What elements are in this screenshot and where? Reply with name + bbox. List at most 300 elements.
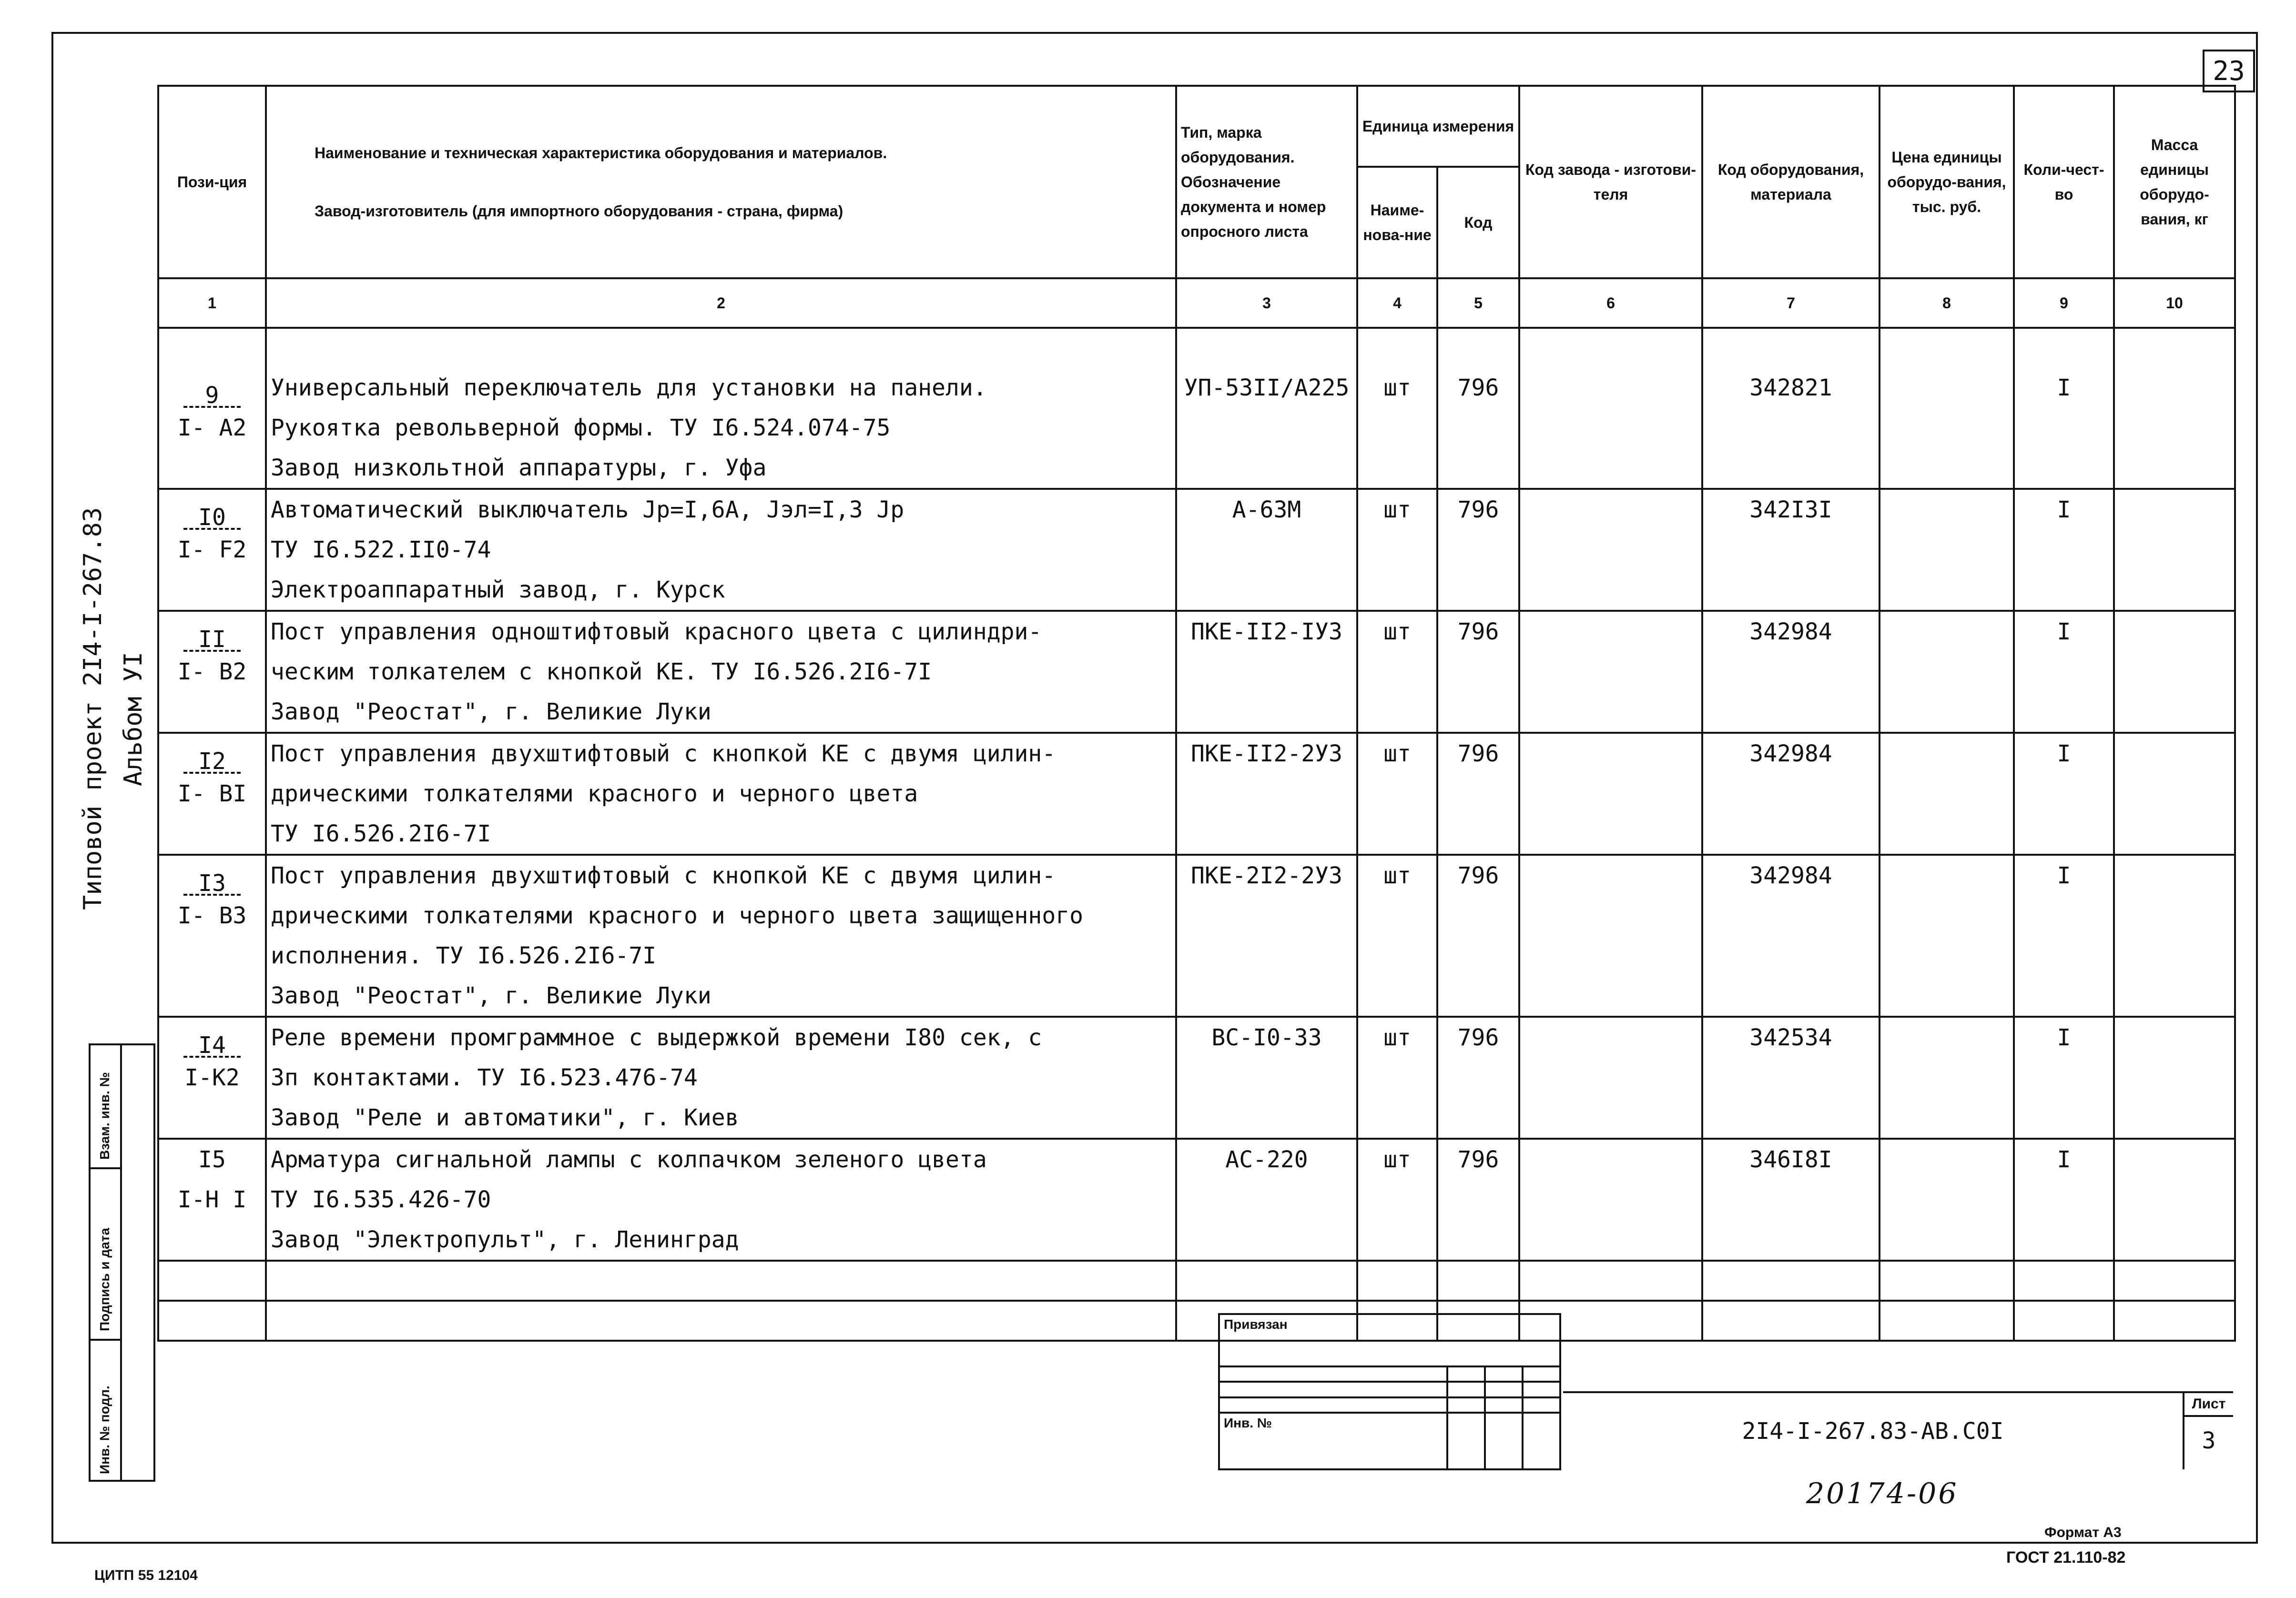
table-row	[158, 976, 2235, 1017]
unit-code	[1437, 692, 1519, 733]
position-label: I5	[198, 1146, 226, 1173]
factory-code	[1519, 408, 1702, 448]
mass	[2114, 1139, 2235, 1180]
item-type: ПКЕ-II2-IУ3	[1176, 611, 1357, 652]
item-name: Арматура сигнальной лампы с колпачком зеленого цвета	[266, 1139, 1176, 1180]
col-number: 3	[1176, 278, 1357, 328]
item-name	[266, 1301, 1176, 1341]
table-row	[158, 1139, 2235, 1180]
item-type	[1176, 1098, 1357, 1139]
item-name: ческим толкателем с кнопкой КЕ. ТУ I6.526.2I6-7I	[266, 652, 1176, 692]
price	[1879, 692, 2014, 733]
format-label: Формат А3	[2044, 1525, 2122, 1540]
quantity: I	[2014, 1017, 2114, 1058]
quantity: I	[2014, 733, 2114, 774]
factory-code	[1519, 530, 1702, 570]
factory-code	[1519, 936, 1702, 976]
price	[1879, 489, 2014, 530]
quantity: I	[2014, 368, 2114, 408]
item-name: Электроаппаратный завод, г. Курск	[266, 570, 1176, 611]
material-code	[1702, 1301, 1879, 1341]
header-name	[266, 86, 1176, 278]
unit-code	[1437, 936, 1519, 976]
position-cell	[158, 530, 266, 570]
price	[1879, 448, 2014, 489]
material-code	[1702, 692, 1879, 733]
price	[1879, 1220, 2014, 1261]
quantity	[2014, 1220, 2114, 1261]
position-label: I- F2	[177, 536, 247, 563]
unit-code	[1437, 814, 1519, 855]
document-id: 2I4-I-267.83-АВ.С0I	[1563, 1391, 2183, 1469]
item-name	[266, 1261, 1176, 1301]
unit-code	[1437, 530, 1519, 570]
side-approval-box	[89, 1043, 155, 1482]
position-cell	[158, 1301, 266, 1341]
material-code	[1702, 896, 1879, 936]
price	[1879, 1261, 2014, 1301]
position-cell	[158, 368, 266, 408]
quantity	[2014, 692, 2114, 733]
item-type: УП-53II/А225	[1176, 368, 1357, 408]
unit-code	[1437, 774, 1519, 814]
unit-name: шт	[1357, 733, 1437, 774]
unit-name	[1357, 1261, 1437, 1301]
position-cell	[158, 1180, 266, 1220]
material-code: 342984	[1702, 855, 1879, 896]
position-number: I0	[183, 507, 241, 530]
col-number: 4	[1357, 278, 1437, 328]
item-type: ВС-I0-33	[1176, 1017, 1357, 1058]
factory-code	[1519, 855, 1702, 896]
table-row	[158, 936, 2235, 976]
side-cell-text: Подпись и дата	[97, 1228, 112, 1331]
spec-rows	[158, 328, 2235, 1341]
mass	[2114, 448, 2235, 489]
position-cell	[158, 489, 266, 530]
unit-code	[1437, 896, 1519, 936]
table-row	[158, 652, 2235, 692]
header-mass: Масса единицы оборудо-вания, кг	[2114, 86, 2235, 278]
spec-table	[157, 85, 2236, 1342]
table-row	[158, 1261, 2235, 1301]
position-cell	[158, 570, 266, 611]
footer-left-code: ЦИТП 55 12104	[94, 1568, 198, 1583]
header-factory-code: Код завода - изготови-теля	[1519, 86, 1702, 278]
table-row	[158, 896, 2235, 936]
item-name: Пост управления одноштифтовый красного цвета с цилиндри-	[266, 611, 1176, 652]
table-row	[158, 368, 2235, 408]
table-row	[158, 611, 2235, 652]
item-type: А-63М	[1176, 489, 1357, 530]
position-cell	[158, 1017, 266, 1058]
factory-code	[1519, 448, 1702, 489]
col-number: 9	[2014, 278, 2114, 328]
price	[1879, 368, 2014, 408]
factory-code	[1519, 774, 1702, 814]
table-row	[158, 733, 2235, 774]
item-type	[1176, 896, 1357, 936]
item-name: исполнения. ТУ I6.526.2I6-7I	[266, 936, 1176, 976]
material-code	[1702, 1058, 1879, 1098]
item-name: ТУ I6.522.II0-74	[266, 530, 1176, 570]
position-cell	[158, 408, 266, 448]
unit-code: 796	[1437, 1017, 1519, 1058]
mass	[2114, 1058, 2235, 1098]
position-number: 9	[183, 385, 241, 408]
unit-code	[1437, 1220, 1519, 1261]
unit-name	[1357, 448, 1437, 489]
item-type: ПКЕ-II2-2У3	[1176, 733, 1357, 774]
side-album-text: Альбом УI	[119, 652, 148, 786]
unit-name	[1357, 1220, 1437, 1261]
unit-code	[1437, 448, 1519, 489]
mass	[2114, 1301, 2235, 1341]
factory-code	[1519, 1261, 1702, 1301]
factory-code	[1519, 692, 1702, 733]
position-number: I3	[183, 873, 241, 896]
material-code: 346I8I	[1702, 1139, 1879, 1180]
item-type	[1176, 1180, 1357, 1220]
position-cell	[158, 611, 266, 652]
position-cell	[158, 692, 266, 733]
mass	[2114, 1098, 2235, 1139]
price	[1879, 855, 2014, 896]
mass	[2114, 774, 2235, 814]
item-name: Автоматический выключатель Jр=I,6А, Jэл=I,3 Jр	[266, 489, 1176, 530]
quantity	[2014, 936, 2114, 976]
table-row	[158, 692, 2235, 733]
unit-code	[1437, 976, 1519, 1017]
factory-code	[1519, 1058, 1702, 1098]
unit-name	[1357, 936, 1437, 976]
price	[1879, 611, 2014, 652]
unit-code	[1437, 1098, 1519, 1139]
unit-code: 796	[1437, 1139, 1519, 1180]
item-name: Завод "Реле и автоматики", г. Киев	[266, 1098, 1176, 1139]
item-name: Завод "Реостат", г. Великие Луки	[266, 976, 1176, 1017]
mass	[2114, 1180, 2235, 1220]
quantity	[2014, 652, 2114, 692]
table-row	[158, 1058, 2235, 1098]
quantity	[2014, 1098, 2114, 1139]
factory-code	[1519, 896, 1702, 936]
unit-code: 796	[1437, 611, 1519, 652]
mass	[2114, 733, 2235, 774]
mass	[2114, 1261, 2235, 1301]
sheet-value: 3	[2202, 1427, 2216, 1454]
position-cell	[158, 774, 266, 814]
item-type	[1176, 774, 1357, 814]
table-row	[158, 774, 2235, 814]
unit-code: 796	[1437, 855, 1519, 896]
position-cell	[158, 1261, 266, 1301]
mass	[2114, 1220, 2235, 1261]
table-row	[158, 855, 2235, 896]
material-code	[1702, 448, 1879, 489]
material-code: 342821	[1702, 368, 1879, 408]
position-label: I- ВI	[177, 780, 247, 807]
sheet-box	[2183, 1391, 2233, 1469]
position-number: I2	[183, 751, 241, 774]
unit-code: 796	[1437, 368, 1519, 408]
quantity	[2014, 814, 2114, 855]
price	[1879, 408, 2014, 448]
unit-name	[1357, 570, 1437, 611]
gost-label: ГОСТ 21.110-82	[2006, 1548, 2126, 1567]
item-type	[1176, 1058, 1357, 1098]
side-cell-replace-inv	[91, 1045, 122, 1169]
unit-name: шт	[1357, 368, 1437, 408]
factory-code	[1519, 814, 1702, 855]
quantity	[2014, 530, 2114, 570]
item-name: Завод низкольтной аппаратуры, г. Уфа	[266, 448, 1176, 489]
side-cell-text: Инв. № подл.	[97, 1386, 112, 1474]
col-number: 7	[1702, 278, 1879, 328]
mass	[2114, 896, 2235, 936]
item-name: Завод "Реостат", г. Великие Луки	[266, 692, 1176, 733]
position-label: I- А2	[177, 415, 247, 441]
factory-code	[1519, 976, 1702, 1017]
price	[1879, 1058, 2014, 1098]
unit-name	[1357, 1098, 1437, 1139]
mass	[2114, 489, 2235, 530]
quantity	[2014, 1261, 2114, 1301]
position-cell	[158, 1220, 266, 1261]
mass	[2114, 368, 2235, 408]
position-cell	[158, 855, 266, 896]
page-number: 23	[2203, 50, 2255, 92]
material-code	[1702, 1098, 1879, 1139]
position-cell	[158, 896, 266, 936]
item-type	[1176, 692, 1357, 733]
position-cell	[158, 652, 266, 692]
material-code: 342I3I	[1702, 489, 1879, 530]
header-material-code: Код оборудования, материала	[1702, 86, 1879, 278]
item-type	[1176, 814, 1357, 855]
position-cell	[158, 1139, 266, 1180]
col-number: 6	[1519, 278, 1702, 328]
material-code: 342534	[1702, 1017, 1879, 1058]
position-cell	[158, 976, 266, 1017]
mass	[2114, 814, 2235, 855]
item-name: ТУ I6.535.426-70	[266, 1180, 1176, 1220]
item-name: дрическими толкателями красного и черного цвета защищенного	[266, 896, 1176, 936]
unit-name: шт	[1357, 855, 1437, 896]
factory-code	[1519, 611, 1702, 652]
material-code	[1702, 936, 1879, 976]
item-type	[1176, 1220, 1357, 1261]
quantity	[2014, 570, 2114, 611]
unit-name	[1357, 896, 1437, 936]
factory-code	[1519, 1220, 1702, 1261]
item-type	[1176, 530, 1357, 570]
quantity	[2014, 1058, 2114, 1098]
material-code	[1702, 774, 1879, 814]
item-type	[1176, 570, 1357, 611]
unit-code: 796	[1437, 733, 1519, 774]
quantity	[2014, 896, 2114, 936]
table-row	[158, 448, 2235, 489]
unit-name	[1357, 1058, 1437, 1098]
table-row	[158, 1220, 2235, 1261]
price	[1879, 570, 2014, 611]
col-number: 1	[158, 278, 266, 328]
unit-code	[1437, 570, 1519, 611]
sheet-label: Лист	[2184, 1393, 2233, 1417]
quantity: I	[2014, 611, 2114, 652]
factory-code	[1519, 368, 1702, 408]
mass	[2114, 936, 2235, 976]
unit-name	[1357, 976, 1437, 1017]
price	[1879, 774, 2014, 814]
factory-code	[1519, 1098, 1702, 1139]
unit-name	[1357, 408, 1437, 448]
unit-name: шт	[1357, 489, 1437, 530]
item-type: ПКЕ-2I2-2У3	[1176, 855, 1357, 896]
unit-code	[1437, 408, 1519, 448]
col-number: 10	[2114, 278, 2235, 328]
unit-name	[1357, 774, 1437, 814]
material-code	[1702, 814, 1879, 855]
position-label: I-Н I	[177, 1186, 247, 1213]
quantity	[2014, 1180, 2114, 1220]
material-code	[1702, 1180, 1879, 1220]
mass	[2114, 855, 2235, 896]
unit-name	[1357, 692, 1437, 733]
table-row	[158, 1017, 2235, 1058]
mass	[2114, 976, 2235, 1017]
unit-code: 796	[1437, 489, 1519, 530]
unit-code	[1437, 1180, 1519, 1220]
quantity	[2014, 408, 2114, 448]
table-row	[158, 814, 2235, 855]
quantity	[2014, 774, 2114, 814]
item-name: Завод "Электропульт", г. Ленинград	[266, 1220, 1176, 1261]
quantity: I	[2014, 1139, 2114, 1180]
position-number: I4	[183, 1035, 241, 1058]
stamp-inv-label: Инв. №	[1219, 1413, 1447, 1469]
table-row	[158, 530, 2235, 570]
mass	[2114, 692, 2235, 733]
unit-code	[1437, 1261, 1519, 1301]
price	[1879, 1139, 2014, 1180]
item-name: Рукоятка револьверной формы. ТУ I6.524.074-75	[266, 408, 1176, 448]
header-name-line2: Завод-изготовитель (для импортного оборудования - страна, фирма)	[315, 202, 843, 220]
item-name: Пост управления двухштифтовый с кнопкой КЕ с двумя цилин-	[266, 855, 1176, 896]
quantity	[2014, 976, 2114, 1017]
price	[1879, 733, 2014, 774]
unit-code	[1437, 652, 1519, 692]
position-cell	[158, 733, 266, 774]
item-type	[1176, 652, 1357, 692]
price	[1879, 530, 2014, 570]
side-album	[114, 500, 152, 786]
mass	[2114, 652, 2235, 692]
price	[1879, 1301, 2014, 1341]
header-quantity: Коли-чест-во	[2014, 86, 2114, 278]
material-code	[1702, 530, 1879, 570]
unit-name: шт	[1357, 1017, 1437, 1058]
attachment-stamp	[1218, 1313, 1561, 1470]
factory-code	[1519, 1139, 1702, 1180]
material-code: 342984	[1702, 733, 1879, 774]
position-cell	[158, 1098, 266, 1139]
position-label: I- В3	[177, 902, 247, 929]
table-row	[158, 1301, 2235, 1341]
unit-name	[1357, 1180, 1437, 1220]
material-code	[1702, 570, 1879, 611]
item-type	[1176, 448, 1357, 489]
factory-code	[1519, 652, 1702, 692]
position-number: II	[183, 629, 241, 652]
table-row	[158, 1098, 2235, 1139]
mass	[2114, 408, 2235, 448]
item-type	[1176, 408, 1357, 448]
header-type: Тип, марка оборудования. Обозначение документа и номер опросного листа	[1176, 86, 1357, 278]
side-project-title	[71, 481, 114, 910]
table-row	[158, 489, 2235, 530]
header-position: Пози-ция	[158, 86, 266, 278]
item-name: 3п контактами. ТУ I6.523.476-74	[266, 1058, 1176, 1098]
mass	[2114, 611, 2235, 652]
side-cell-inv-orig	[91, 1341, 122, 1480]
table-row	[158, 1180, 2235, 1220]
handwritten-number: 20174-06	[1806, 1477, 1959, 1510]
price	[1879, 1098, 2014, 1139]
price	[1879, 1017, 2014, 1058]
factory-code	[1519, 1017, 1702, 1058]
factory-code	[1519, 1180, 1702, 1220]
material-code	[1702, 976, 1879, 1017]
quantity	[2014, 448, 2114, 489]
header-price: Цена единицы оборудо-вания, тыс. руб.	[1879, 86, 2014, 278]
header-unit-group: Единица измерения	[1357, 86, 1519, 167]
price	[1879, 896, 2014, 936]
side-cell-text: Взам. инв. №	[97, 1072, 112, 1160]
item-name: Универсальный переключатель для установки на панели.	[266, 368, 1176, 408]
side-cell-signature	[91, 1169, 122, 1341]
item-type	[1176, 1261, 1357, 1301]
position-cell	[158, 814, 266, 855]
table-row	[158, 570, 2235, 611]
position-label: I-К2	[184, 1064, 240, 1091]
price	[1879, 814, 2014, 855]
item-name: дрическими толкателями красного и черного цвета	[266, 774, 1176, 814]
factory-code	[1519, 733, 1702, 774]
item-type	[1176, 936, 1357, 976]
item-name: ТУ I6.526.2I6-7I	[266, 814, 1176, 855]
price	[1879, 652, 2014, 692]
position-label: I- В2	[177, 658, 247, 685]
item-name: Реле времени промграммное с выдержкой времени I80 сек, с	[266, 1017, 1176, 1058]
item-name: Пост управления двухштифтовый с кнопкой КЕ с двумя цилин-	[266, 733, 1176, 774]
position-cell	[158, 1058, 266, 1098]
header-unit-code: Код	[1437, 167, 1519, 278]
material-code	[1702, 652, 1879, 692]
col-number: 8	[1879, 278, 2014, 328]
mass	[2114, 1017, 2235, 1058]
header-name-line1: Наименование и техническая характеристика оборудования и материалов.	[315, 144, 887, 162]
header-unit-name: Наиме-нова-ние	[1357, 167, 1437, 278]
unit-name	[1357, 814, 1437, 855]
unit-name	[1357, 530, 1437, 570]
spacer-row	[158, 328, 2235, 368]
factory-code	[1519, 489, 1702, 530]
price	[1879, 976, 2014, 1017]
item-type	[1176, 976, 1357, 1017]
price	[1879, 936, 2014, 976]
